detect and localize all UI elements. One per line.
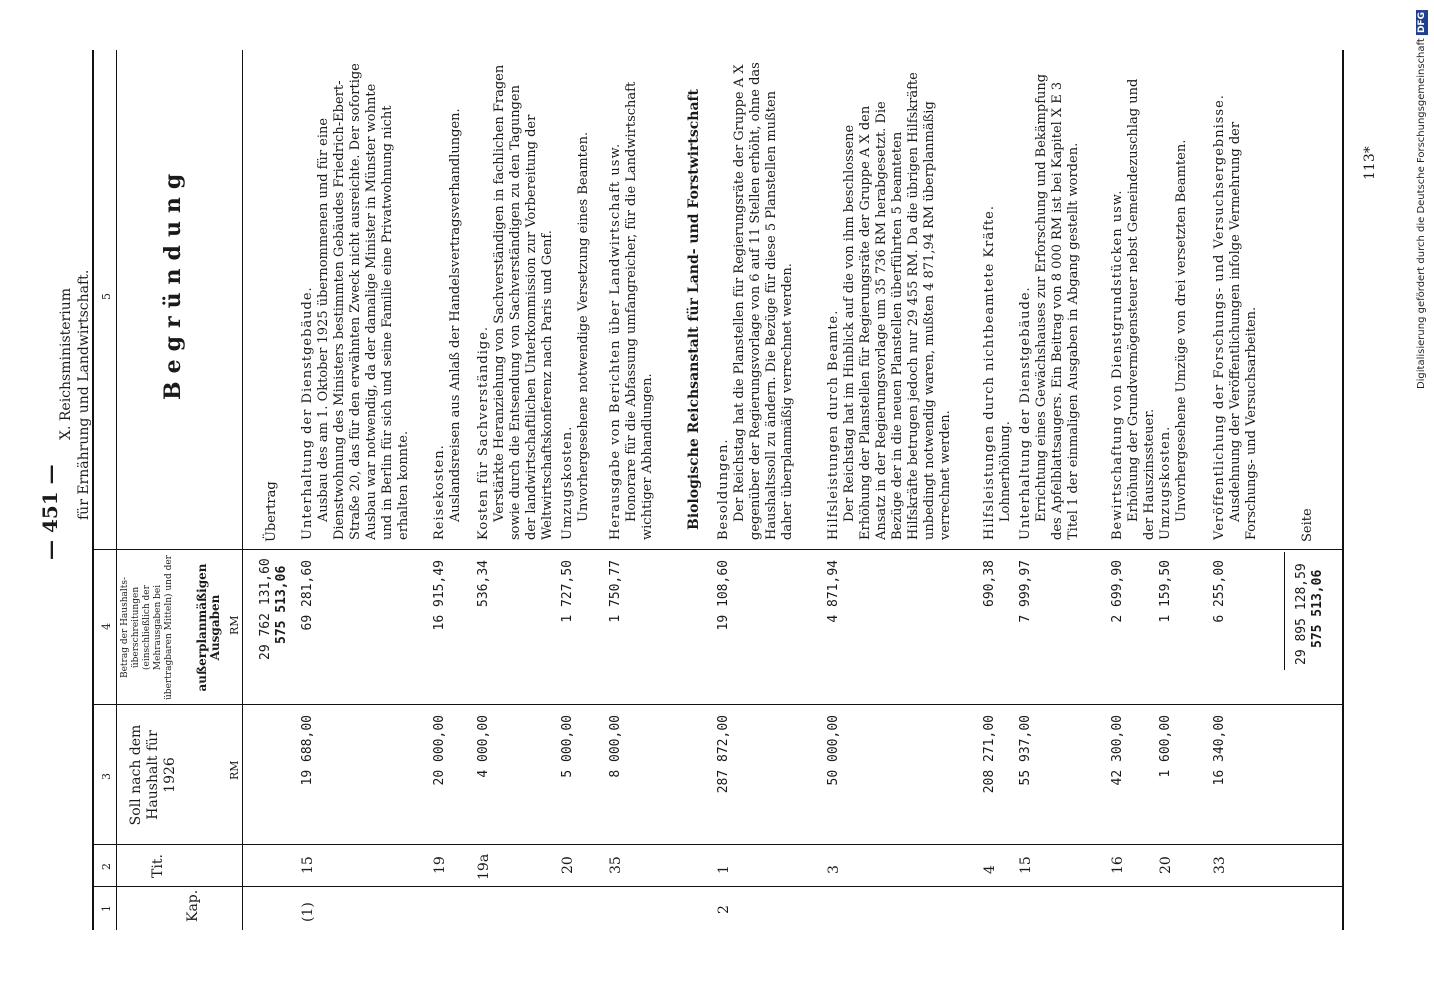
row-title: Veröffentlichung der Forschungs- und Versuchsergebnisse. [1212, 94, 1227, 540]
row-soll: 287 872,00 [716, 715, 731, 794]
row-tit: 19a [476, 853, 492, 880]
colnum-1: 1 [100, 905, 113, 912]
col-header-soll-unit: RM [228, 760, 241, 780]
row-soll: 19 688,00 [300, 715, 315, 786]
seite-value-1: 29 895 128,59 [1294, 563, 1309, 665]
dfg-logo: DFG [1417, 12, 1427, 34]
row-tit: 15 [1018, 856, 1034, 874]
row-title: Hilfsleistungen durch Beamte. [826, 309, 841, 540]
col-header-kap: Kap. [185, 889, 201, 922]
col-header-tit: Tit. [150, 854, 166, 878]
row-betrag: 7 999,97 [1018, 560, 1033, 623]
colnum-4: 4 [100, 623, 113, 630]
row-betrag: 1 159,50 [1158, 560, 1173, 623]
row-soll: 42 300,00 [1110, 715, 1125, 786]
seite-label: Seite [1300, 508, 1315, 542]
row-tit: 20 [560, 856, 576, 874]
row-betrag: 6 255,00 [1212, 560, 1227, 623]
digitization-note-text: Digitalisierung gefördert durch die Deutsche Forschungsgemeinschaft [1416, 38, 1427, 390]
row-text: Auslandsreisen aus Anlaß der Handelsvertragsverhandlungen. [448, 108, 463, 522]
row-tit: 19 [432, 856, 448, 874]
col-header-soll: Soll nach dem Haushalt für 1926 [128, 724, 178, 826]
row-title: Bewirtschaftung von Dienstgrundstücken usw. [1110, 189, 1125, 540]
table-top-rule [92, 50, 94, 930]
row-soll: 5 000,00 [560, 715, 575, 778]
row-title: Unterhaltung der Dienstgebäude. [300, 286, 315, 540]
footer-mark: 113* [1362, 146, 1378, 180]
col-header-betrag-bold: außerplanmäßigen Ausgaben [195, 563, 222, 692]
row-text: Errichtung eines Gewächshauses zur Erforschung und Bekämpfung des Apfelblattsaugers. Ein Beitrag von 8 000 RM ist bei Kapitel X E 3 Titel 1 der einmaligen Ausgaben in Abgang gestellt worden. [1034, 73, 1081, 540]
col-sep-2 [92, 844, 1344, 845]
uebertrag-label: Übertrag [264, 481, 279, 542]
row-text: Der Reichstag hat die Planstellen für Regierungsräte der Gruppe A X gegenüber der Regierungsvorlage von 6 auf 11 Stellen erhöht, ohne das Haushaltssoll zu ändern. Die Bezüge für diese 5 Planstellen mußten daher überplanmäßig verrechnet werden. [732, 62, 795, 540]
row-tit: 4 [982, 865, 998, 874]
row-text: Honorare für die Abfassung umfangreicher, für die Landwirtschaft wichtiger Abhandlungen. [624, 81, 655, 540]
row-title: Besoldungen. [716, 438, 731, 540]
row-title: Umzugskosten. [560, 425, 575, 540]
row-text: Erhöhung der Grundvermögensteuer nebst Gemeindezuschlag und der Hauszinssteuer. [1126, 78, 1157, 540]
colnum-2: 2 [100, 863, 113, 870]
page-number: — 451 — [38, 464, 62, 560]
uebertrag-value-2: 575 513,06 [274, 565, 289, 644]
row-tit: 1 [716, 865, 732, 874]
col-sep-4 [92, 549, 1344, 550]
row-betrag: 690,38 [982, 560, 997, 607]
total-rule [1284, 552, 1285, 670]
row-text: Verstärkte Heranziehung von Sachverständigen in fachlichen Fragen sowie durch die Entsendung von Sachverständigen zu den Tagungen der landwirtschaftlichen Unterkommission zur Vorbereitung der Weltwirtschaftskonferenz nach Paris und Genf. [492, 64, 555, 540]
col-header-betrag: Betrag der Haushalts-überschreitungen (einschließlich der Mehrausgaben bei übertragbaren Mitteln) und der [120, 555, 174, 700]
row-text: Lohnerhöhung. [998, 421, 1013, 522]
table-bottom-rule [1342, 50, 1344, 930]
row-text: Unvorhergesehene Umzüge von drei versetzten Beamten. [1174, 139, 1189, 522]
digitization-note [1416, 10, 1428, 389]
col-sep-1 [92, 886, 1344, 887]
row-title: Unterhaltung der Dienstgebäude. [1018, 286, 1033, 540]
row-soll: 208 271,00 [982, 715, 997, 794]
row-betrag: 69 281,60 [300, 560, 315, 631]
row-soll: 20 000,00 [432, 715, 447, 786]
row-text: Ausdehnung der Veröffentlichungen infolge Vermehrung der Forschungs- und Versuchsarbeiten. [1228, 121, 1259, 540]
row-betrag: 4 871,94 [826, 560, 841, 623]
row-title: Reisekosten. [432, 444, 447, 540]
section-title: Biologische Reichsanstalt für Land- und Forstwirtschaft [686, 88, 702, 530]
row-kap: (1) [300, 902, 316, 922]
ministry-line-2: für Ernährung und Landwirtschaft. [76, 269, 92, 520]
row-tit: 33 [1212, 856, 1228, 874]
header-bottom-rule [242, 50, 243, 930]
row-kap: 2 [716, 905, 732, 914]
row-tit: 35 [608, 856, 624, 874]
row-betrag: 19 108,60 [716, 560, 731, 631]
colnum-5: 5 [100, 293, 113, 300]
row-soll: 50 000,00 [826, 715, 841, 786]
col-header-begruendung: Begründung [160, 165, 186, 400]
row-title: Herausgabe von Berichten über Landwirtschaft usw. [608, 142, 623, 540]
colnum-rule [116, 50, 117, 930]
ministry-line-1: X. Reichsministerium [58, 287, 74, 440]
seite-value-2: 575 513,06 [1310, 569, 1325, 648]
row-betrag: 1 750,77 [608, 560, 623, 623]
row-tit: 16 [1110, 856, 1126, 874]
row-text: Unvorhergesehene notwendige Versetzung eines Beamten. [576, 131, 591, 522]
colnum-3: 3 [100, 773, 113, 780]
row-title: Hilfsleistungen durch nichtbeamtete Kräfte. [982, 204, 997, 540]
row-betrag: 1 727,50 [560, 560, 575, 623]
row-soll: 55 937,00 [1018, 715, 1033, 786]
row-betrag: 2 699,90 [1110, 560, 1125, 623]
col-sep-3 [92, 704, 1344, 705]
row-title: Kosten für Sachverständige. [476, 325, 491, 540]
row-text: Ausbau des am 1. Oktober 1925 übernommenen und für eine Dienstwohnung des Ministers bestimmten Gebäudes Friedrich-Ebert-Straße 20, das für den erwähnten Zweck nicht ausreichte. Der sofortige Ausbau war notwendig, da der damalige Minister in Münster wohnte und in Berlin für sich und seine Familie eine Privatwohnung nicht erhalten konnte. [316, 63, 411, 540]
row-betrag: 16 915,49 [432, 560, 447, 631]
row-tit: 15 [300, 856, 316, 874]
row-soll: 1 600,00 [1158, 715, 1173, 778]
row-tit: 20 [1158, 856, 1174, 874]
row-soll: 8 000,00 [608, 715, 623, 778]
col-header-betrag-unit: RM [228, 615, 241, 635]
row-soll: 16 340,00 [1212, 715, 1227, 786]
row-betrag: 536,34 [476, 560, 491, 607]
row-title: Umzugskosten. [1158, 425, 1173, 540]
row-text: Der Reichstag hat im Hinblick auf die von ihm beschlossene Erhöhung der Planstellen für Regierungsräte der Gruppe A X den Ansatz in der Regierungsvorlage um 35 736 RM herabgesetzt. Die Bezüge der in die neuen Planstellen überführten 5 beamteten Hilfskräfte betrugen jedoch nur 29 455 RM. Da die übrigen Hilfskräfte unbedingt notwendig waren, mußten 4 871,94 RM überplanmäßig verrechnet werden. [842, 72, 953, 540]
uebertrag-value-1: 29 762 131,60 [258, 558, 273, 660]
row-tit: 3 [826, 865, 842, 874]
row-soll: 4 000,00 [476, 715, 491, 778]
